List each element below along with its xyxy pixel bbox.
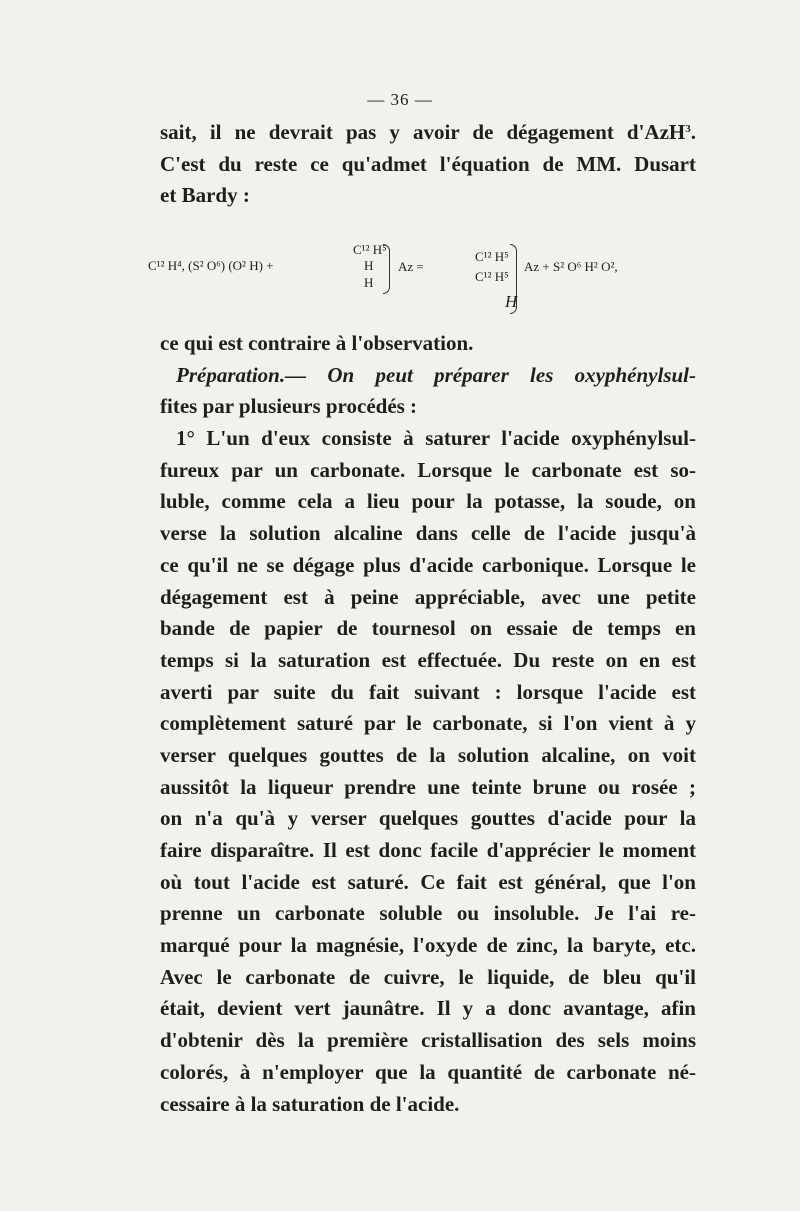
text-line: colorés, à n'employer que la quantité de carbonate né- — [160, 1059, 696, 1084]
text-line: aussitôt la liqueur prendre une teinte brune ou rosée ; — [160, 774, 696, 799]
text-line: C'est du reste ce qu'admet l'équation de MM. Dusart — [160, 151, 696, 176]
text-line: était, devient vert jaunâtre. Il y a donc avantage, afin — [160, 996, 696, 1021]
equation-reactant: C¹² H⁴, (S² O⁶) (O² H) + — [148, 258, 274, 273]
text-line: on n'a qu'à y verser quelques gouttes d'acide pour la — [160, 806, 696, 831]
text-line: complètement saturé par le carbonate, si l'on vient à y — [160, 711, 696, 736]
text-line: marqué pour la magnésie, l'oxyde de zinc, la baryte, etc. — [160, 933, 696, 958]
body-text — [160, 328, 696, 1120]
text-line: cessaire à la saturation de l'acide. — [160, 1091, 460, 1116]
equation-mid-top: C¹² H⁵ — [353, 242, 387, 257]
text-line: dégagement est à peine appréciable, avec une petite — [160, 584, 696, 609]
equation-right-top: C¹² H⁵ — [475, 249, 509, 264]
text-line: luble, comme cela a lieu pour la potasse, la soude, on — [160, 489, 696, 514]
text-line: verse la solution alcaline dans celle de l'acide jusqu'à — [160, 521, 696, 546]
text-line: faire disparaître. Il est donc facile d'apprécier le moment — [160, 838, 696, 862]
text-line: sait, il ne devrait pas y avoir de dégagement d'AzH$^3$. — [160, 120, 696, 144]
equation-right-h: H — [505, 292, 518, 311]
equation-mid-h2: H — [364, 275, 374, 290]
text-line: ce qu'il ne se dégage plus d'acide carbonique. Lorsque le — [160, 552, 696, 577]
text-line: et Bardy : — [160, 183, 250, 208]
text-line: bande de papier de tournesol on essaie de temps en — [160, 616, 696, 641]
equation-product: Az + S² O⁶ H² O², — [524, 259, 618, 274]
equation-az: Az = — [398, 259, 424, 274]
text-line: où tout l'acide est saturé. Ce fait est général, que l'on — [160, 869, 696, 894]
right-brace — [383, 244, 390, 294]
text-line: d'obtenir dès la première cristallisation des sels moins — [160, 1028, 696, 1053]
equation-mid-h1: H — [364, 258, 374, 273]
text-line: verser quelques gouttes de la solution alcaline, on voit — [160, 742, 696, 767]
text-line: 1° L'un d'eux consiste à saturer l'acide oxyphénylsul- — [176, 426, 696, 451]
chemical-equation — [0, 0, 800, 330]
text-line: averti par suite du fait suivant : lorsque l'acide est — [160, 679, 696, 704]
text-line: fites par plusieurs procédés : — [160, 394, 418, 419]
text-line: Avec le carbonate de cuivre, le liquide, de bleu qu'il — [160, 964, 696, 989]
text-line: ce qui est contraire à l'observation. — [160, 331, 474, 355]
equation-right-mid: C¹² H⁵ — [475, 269, 509, 284]
text-line: temps si la saturation est effectuée. Du reste on en est — [160, 647, 696, 672]
page-number: — 36 — — [367, 90, 433, 109]
text-line: prenne un carbonate soluble ou insoluble. Je l'ai re- — [160, 901, 696, 926]
text-line: Préparation.— On peut préparer les oxyphénylsul- — [176, 362, 696, 387]
text-line: fureux par un carbonate. Lorsque le carbonate est so- — [160, 457, 696, 482]
right-brace — [510, 244, 517, 314]
